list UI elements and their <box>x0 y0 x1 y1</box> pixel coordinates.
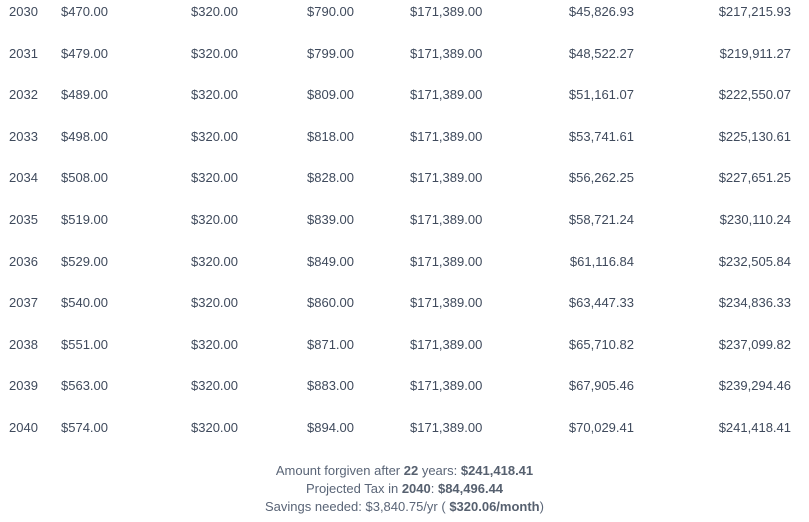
table-row <box>0 83 809 125</box>
cell-forgiven: $230,110.24 <box>719 211 791 227</box>
cell-year: 2034 <box>9 170 38 186</box>
cell-payment: $508.00 <box>61 170 108 186</box>
cell-payment: $529.00 <box>61 253 108 269</box>
table-row <box>0 0 809 42</box>
cell-year: 2031 <box>9 45 38 61</box>
cell-year: 2040 <box>9 419 38 435</box>
savings-label: Savings needed: $3,840.75/yr ( <box>265 499 450 514</box>
cell-year: 2035 <box>9 211 38 227</box>
forgiven-mid: years: <box>418 463 461 478</box>
savings-suffix: ) <box>539 499 544 514</box>
cell-payment: $479.00 <box>61 45 108 61</box>
cell-tax-savings: $320.00 <box>191 45 238 61</box>
forgiven-years: 22 <box>403 463 419 478</box>
tax-amount: $84,496.44 <box>437 481 504 496</box>
cell-interest: $65,710.82 <box>568 336 634 352</box>
cell-tax-savings: $320.00 <box>191 211 238 227</box>
cell-forgiven: $239,294.46 <box>718 378 791 394</box>
cell-total: $790.00 <box>307 4 354 19</box>
cell-total: $809.00 <box>307 87 354 103</box>
cell-total: $828.00 <box>307 170 354 186</box>
summary-forgiven <box>0 462 809 480</box>
cell-total: $871.00 <box>307 336 354 352</box>
cell-interest: $48,522.27 <box>568 45 634 61</box>
savings-monthly: $320.06/month <box>449 499 540 514</box>
table-row <box>0 42 809 84</box>
cell-balance: $171,389.00 <box>410 211 483 227</box>
table-row <box>0 250 809 292</box>
cell-total: $849.00 <box>307 253 354 269</box>
cell-forgiven: $232,505.84 <box>718 253 791 269</box>
table-row <box>0 333 809 375</box>
cell-payment: $551.00 <box>61 336 108 352</box>
cell-interest: $53,741.61 <box>568 128 634 144</box>
cell-balance: $171,389.00 <box>410 295 483 311</box>
cell-forgiven: $219,911.27 <box>719 45 791 61</box>
cell-balance: $171,389.00 <box>410 253 483 269</box>
cell-tax-savings: $320.00 <box>191 378 238 394</box>
cell-tax-savings: $320.00 <box>191 170 238 186</box>
table-row <box>0 166 809 208</box>
cell-balance: $171,389.00 <box>410 128 483 144</box>
cell-tax-savings: $320.00 <box>191 87 238 103</box>
cell-year: 2033 <box>9 128 38 144</box>
cell-interest: $56,262.25 <box>568 170 634 186</box>
cell-total: $839.00 <box>307 211 354 227</box>
cell-tax-savings: $320.00 <box>191 4 238 19</box>
cell-payment: $574.00 <box>61 419 108 435</box>
cell-interest: $58,721.24 <box>568 211 634 227</box>
cell-balance: $171,389.00 <box>410 4 483 19</box>
cell-forgiven: $227,651.25 <box>718 170 791 186</box>
table-row <box>0 416 809 458</box>
cell-total: $860.00 <box>307 295 354 311</box>
cell-payment: $563.00 <box>61 378 108 394</box>
cell-payment: $519.00 <box>61 211 108 227</box>
cell-interest: $67,905.46 <box>568 378 634 394</box>
forgiven-amount: $241,418.41 <box>460 463 534 478</box>
cell-forgiven: $237,099.82 <box>718 336 791 352</box>
table-row <box>0 291 809 333</box>
cell-payment: $489.00 <box>61 87 108 103</box>
cell-tax-savings: $320.00 <box>191 336 238 352</box>
cell-interest: $45,826.93 <box>568 4 634 19</box>
cell-year: 2038 <box>9 336 38 352</box>
cell-forgiven: $222,550.07 <box>718 87 791 103</box>
cell-balance: $171,389.00 <box>410 45 483 61</box>
tax-label: Projected Tax in <box>305 481 402 496</box>
cell-tax-savings: $320.00 <box>191 253 238 269</box>
cell-total: $799.00 <box>307 45 354 61</box>
cell-year: 2039 <box>9 378 38 394</box>
tax-year: 2040 <box>401 481 431 496</box>
cell-tax-savings: $320.00 <box>191 419 238 435</box>
cell-total: $894.00 <box>307 419 354 435</box>
tax-mid: : <box>430 481 438 496</box>
cell-total: $818.00 <box>307 128 354 144</box>
summary <box>0 462 809 516</box>
cell-forgiven: $217,215.93 <box>718 4 791 19</box>
cell-payment: $498.00 <box>61 128 108 144</box>
cell-balance: $171,389.00 <box>410 336 483 352</box>
cell-year: 2030 <box>9 4 38 19</box>
cell-balance: $171,389.00 <box>410 87 483 103</box>
cell-balance: $171,389.00 <box>410 419 483 435</box>
cell-year: 2032 <box>9 87 38 103</box>
table-row <box>0 208 809 250</box>
cell-year: 2036 <box>9 253 38 269</box>
cell-payment: $470.00 <box>61 4 108 19</box>
summary-tax <box>0 480 809 498</box>
cell-tax-savings: $320.00 <box>191 128 238 144</box>
table-row <box>0 125 809 167</box>
forgiven-label: Amount forgiven after <box>275 463 404 478</box>
cell-balance: $171,389.00 <box>410 170 483 186</box>
summary-savings <box>0 498 809 516</box>
cell-forgiven: $241,418.41 <box>718 419 791 435</box>
cell-balance: $171,389.00 <box>410 378 483 394</box>
cell-interest: $63,447.33 <box>568 295 634 311</box>
cell-interest: $61,116.84 <box>569 253 634 269</box>
cell-year: 2037 <box>9 295 38 311</box>
table-row <box>0 374 809 416</box>
cell-forgiven: $225,130.61 <box>718 128 791 144</box>
cell-forgiven: $234,836.33 <box>718 295 791 311</box>
cell-total: $883.00 <box>307 378 354 394</box>
cell-interest: $51,161.07 <box>568 87 634 103</box>
cell-tax-savings: $320.00 <box>191 295 238 311</box>
cell-payment: $540.00 <box>61 295 108 311</box>
cell-interest: $70,029.41 <box>568 419 634 435</box>
